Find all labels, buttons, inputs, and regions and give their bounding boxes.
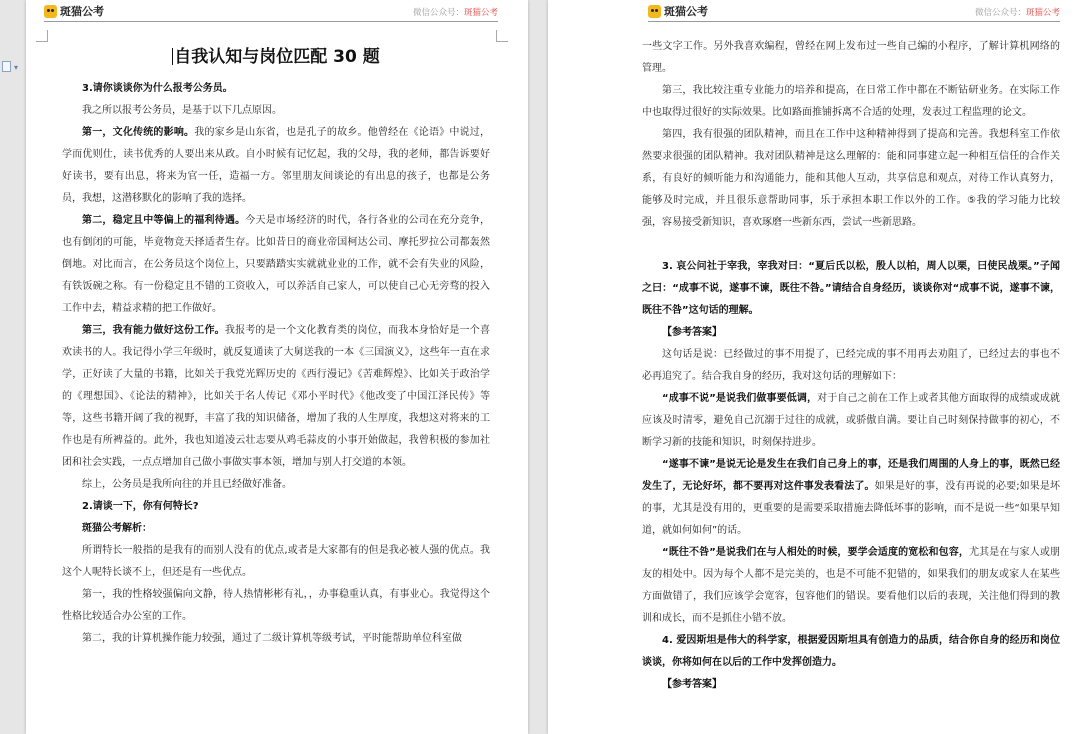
question-heading: 3. 哀公问社于宰我，宰我对曰：“夏后氏以松，殷人以柏，周人以栗，曰使民战栗。”子闻之曰：“成事不说，遂事不谏，既往不咎。”请结合自身经历，谈谈你对“成事不说，遂事不谏，既往不咎”这句话的理解。 [642,261,1060,316]
cat-logo-icon [44,5,57,18]
page-header [44,0,498,22]
margin-corner-mark [496,30,508,42]
paragraph-lead: 第一，文化传统的影响。 [82,127,195,138]
paragraph-text: 如果是好的事，没有再说的必要;如果是坏的事，尤其是没有用的，更重要的是需要采取措施去降低坏事的影响，而不是说一些“如果早知道，就如何如何”的话。 [642,481,1061,536]
question-heading: 4. 爱因斯坦是伟大的科学家，根据爱因斯坦具有创造力的品质，结合你自身的经历和岗位谈谈，你将如何在以后的工作中发挥创造力。 [642,635,1060,668]
wechat-label: 微信公众号： [412,8,464,18]
paragraph [62,210,490,320]
question-heading: 【参考答案】 [662,679,722,690]
brand [44,3,104,19]
paragraph-lead: “既往不咎”是说我们在与人相处的时候，要学会适度的宽松和包容， [662,547,969,558]
paragraph [642,454,1060,542]
wechat-account-name: 斑猫公考 [1025,8,1060,18]
page-body [62,42,490,650]
paragraph: 第二，我的计算机操作能力较强，通过了二级计算机等级考试，平时能帮助单位科室做 [82,633,462,644]
question-heading: 2.请谈一下，你有何特长? [82,501,199,512]
document-icon [2,61,11,72]
cat-logo-icon [648,5,661,18]
page-header [648,0,1060,22]
paragraph: 第三，我比较注重专业能力的培养和提高，在日常工作中都在不断钻研业务。在实际工作中也取得过很好的实际效果。比如路面推铺拆离不合适的处理，发表过工程监理的论文。 [642,85,1060,118]
paragraph [642,542,1060,630]
paragraph [62,122,490,210]
paragraph: 综上，公务员是我所向往的并且已经做好准备。 [82,479,292,490]
brand [648,3,708,19]
wechat-account [413,6,498,18]
question-heading: 斑猫公考解析： [82,523,152,534]
wechat-account-name: 斑猫公考 [463,8,498,18]
wechat-account [975,6,1060,18]
paragraph [62,320,490,474]
paragraph: 我之所以报考公务员，是基于以下几点原因。 [82,105,282,116]
paragraph-lead: “成事不说”是说我们做事要低调， [662,393,818,404]
brand-name: 斑猫公考 [60,5,104,18]
wechat-label: 微信公众号： [974,8,1026,18]
blank-line [642,234,1060,256]
paragraph: 第四，我有很强的团队精神，而且在工作中这种精神得到了提高和完善。我想科室工作依然要求很强的团队精神。我对团队精神是这么理解的：能和同事建立起一种相互信任的合作关系，有良好的倾听能力和沟通能力，能和其他人互动，共享信息和观点，对待工作认真努力，能够及时完成，并且很乐意帮助同事，乐于承担本职工作以外的工作。⑤我的学习能力比较强，容易接受新知识，喜欢琢磨一些新东西，尝试一些新思路。 [642,129,1060,228]
chevron-down-icon: ▾ [14,63,19,72]
paragraph-text: 尤其是在与家人或朋友的相处中。因为每个人都不是完美的，也是不可能不犯错的，如果我们的朋友或家人在某些方面做错了，我们应该学会宽容，包容他们的错误。要看他们以后的表现，关注他们得到的教训和成长，而不是抓住小错不放。 [642,547,1060,624]
brand-name: 斑猫公考 [664,5,708,18]
question-heading: 3.请你谈谈你为什么报考公务员。 [82,83,233,94]
paragraph [642,388,1060,454]
paragraph-text: 我报考的是一个文化教育类的岗位，而我本身恰好是一个喜欢读书的人。我记得小学三年级时，就反复通读了大舅送我的一本《三国演义》，这些年一直在求学，正好读了大量的书籍，比如关于我党光辉历史的《西行漫记》《苦难辉煌》、比如关于政治学的《理想国》、《论法的精神》，比如关于名人传记《邓小平时代》《他改变了中国江泽民传》等等，这些书籍开阔了我的视野，丰富了我的知识储备，增加了我的人生厚度，我想这对将来的工作也是有所裨益的。此外，我也知道凌云壮志要从鸡毛蒜皮的小事开始做起，我曾积极的参加社团和社会实践，一点点增加自己做小事做实事本领，增加与别人打交道的本领。 [62,325,491,468]
paragraph-lead: 第三，我有能力做好这份工作。 [82,325,225,336]
margin-corner-mark [36,30,48,42]
paragraph: 第一，我的性格较强偏向文静，待人热情彬彬有礼，，办事稳重认真，有事业心。我觉得这个性格比较适合办公室的工作。 [62,589,490,622]
page-body [642,36,1060,696]
paragraph: 这句话是说：已经做过的事不用提了，已经完成的事不用再去劝阻了，已经过去的事也不必再追究了。结合我自身的经历，我对这句话的理解如下： [642,349,1060,382]
page-title [62,42,490,72]
paragraph-lead: “遂事不谏”是说无论是发生在我们自己身上的事，还是我们周围的人身上的事，既然已经发生了，无论好坏，都不要再对这件事发表看法了。 [642,459,1060,492]
question-heading: 【参考答案】 [662,327,722,338]
page-side-tool[interactable] [0,60,22,74]
document-page-right [548,0,1080,734]
paragraph: 一些文字工作。另外我喜欢编程，曾经在网上发布过一些自己编的小程序，了解计算机网络的管理。 [642,41,1060,74]
document-page-left [26,0,528,734]
paragraph-text: 对于自己之前在工作上或者其他方面取得的成绩或成就应该及时清零，避免自己沉溺于过往的成就，或骄傲自满。要让自己时刻保持做事的初心，不断学习新的技能和知识，时刻保持进步。 [642,393,1060,448]
paragraph-text: 今天是市场经济的时代，各行各业的公司在充分竞争，也有倒闭的可能，毕竟物竞天择适者生存。比如昔日的商业帝国柯达公司、摩托罗拉公司都轰然倒地。对比而言，在公务员这个岗位上，只要踏踏实实就就业业的工作，就不会有失业的风险，有铁饭碗之称。有一份稳定且不错的工资收入，可以养活自己家人，可以使自己心无旁骛的投入工作中去，精益求精的把工作做好。 [62,215,491,314]
page-title-text: 自我认知与岗位匹配 30 题 [174,47,380,67]
paragraph-text: 我的家乡是山东省，也是孔子的故乡。他曾经在《论语》中说过，学而优则仕，读书优秀的人要出来从政。自小时候有记忆起，我的父母，我的老师，都告诉要好好读书，要有出息，将来为官一任，造福一方。邻里朋友间谈论的有出息的孩子，也都是公务员，我想，这潜移默化的影响了我的选择。 [62,127,491,204]
paragraph-lead: 第二，稳定且中等偏上的福利待遇。 [82,215,246,226]
paragraph: 所谓特长一般指的是我有的而别人没有的优点,或者是大家都有的但是我必被人强的优点。我这个人呢特长谈不上，但还是有一些优点。 [62,545,490,578]
